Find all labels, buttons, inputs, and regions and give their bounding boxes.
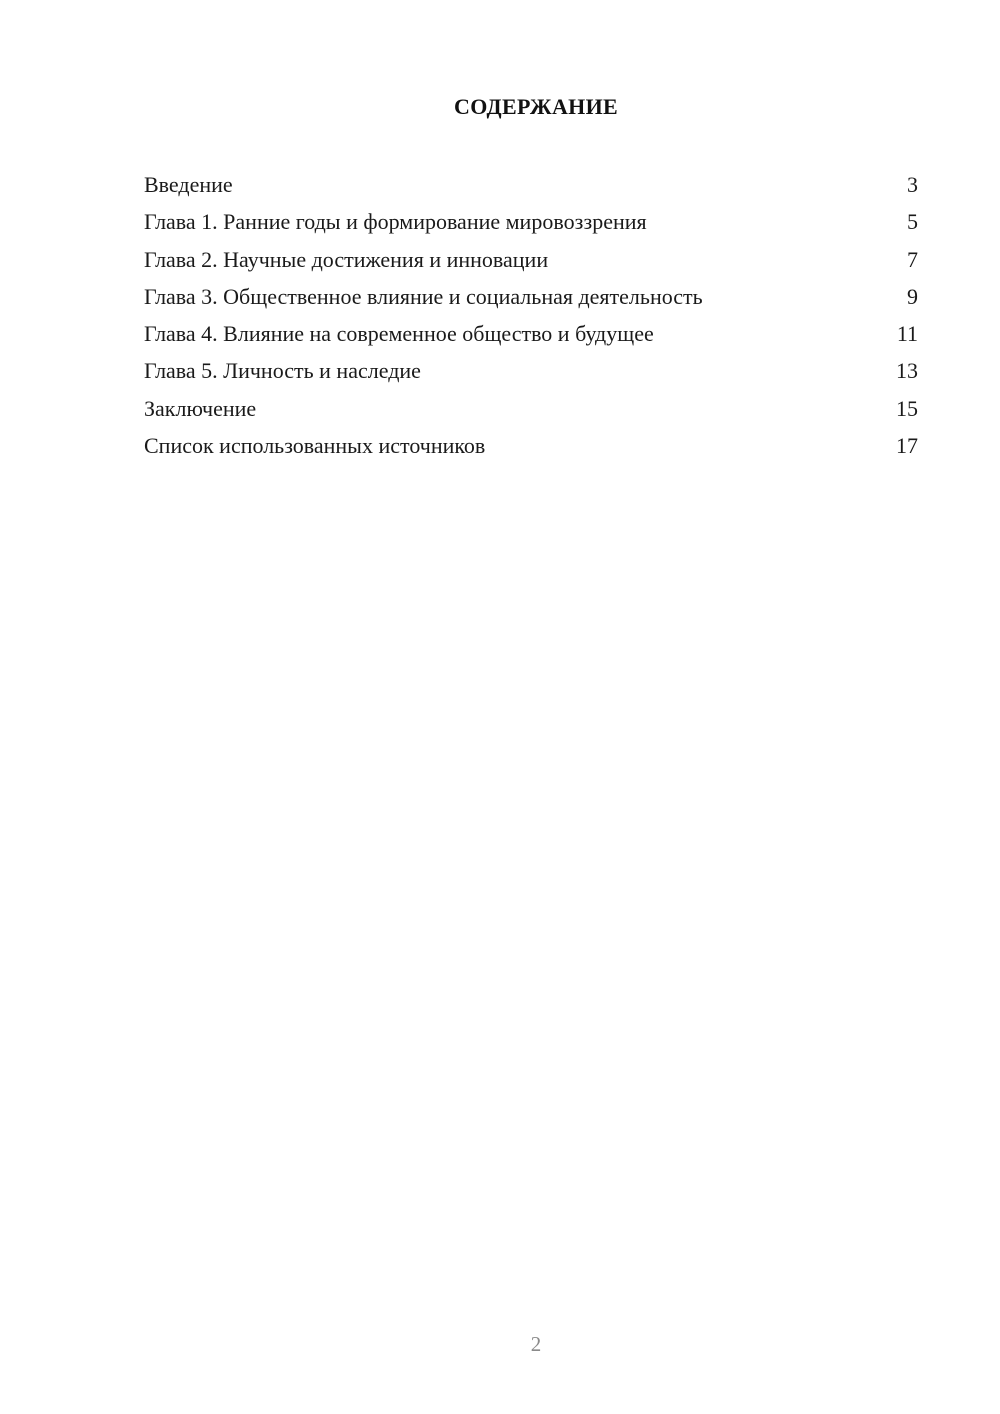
toc-entry-title: Глава 3. Общественное влияние и социальная деятельность (144, 283, 703, 309)
toc-entry-title: Глава 5. Личность и наследие (144, 358, 421, 384)
toc-entry-title: Введение (144, 172, 233, 197)
toc-entry-title: Глава 1. Ранние годы и формирование мировоззрения (144, 209, 647, 235)
toc-entry-page: 13 (896, 358, 918, 384)
toc-heading: СОДЕРЖАНИЕ (454, 94, 618, 119)
toc-entry-page: 17 (896, 433, 918, 459)
toc-entry (144, 354, 918, 391)
toc-entry (144, 429, 918, 466)
toc-entry (144, 205, 918, 242)
toc-entry (144, 243, 918, 280)
toc-entry-title: Глава 2. Научные достижения и инновации (144, 246, 549, 272)
toc-entry-page: 7 (907, 246, 918, 272)
toc-entry-page: 3 (907, 172, 918, 197)
toc-entry (144, 168, 918, 205)
table-of-contents (144, 168, 918, 466)
toc-entry-page: 9 (907, 283, 918, 309)
toc-entry (144, 392, 918, 429)
toc-entry (144, 280, 918, 317)
toc-entry-page: 15 (896, 395, 918, 421)
page-number: 2 (530, 1332, 542, 1356)
toc-entry-page: 11 (896, 321, 918, 347)
toc-entry (144, 317, 918, 354)
toc-entry-page: 5 (907, 209, 918, 235)
toc-entry-title: Заключение (144, 395, 257, 421)
toc-entry-title: Глава 4. Влияние на современное общество и будущее (144, 321, 654, 347)
toc-entry-title: Список использованных источников (144, 433, 486, 459)
